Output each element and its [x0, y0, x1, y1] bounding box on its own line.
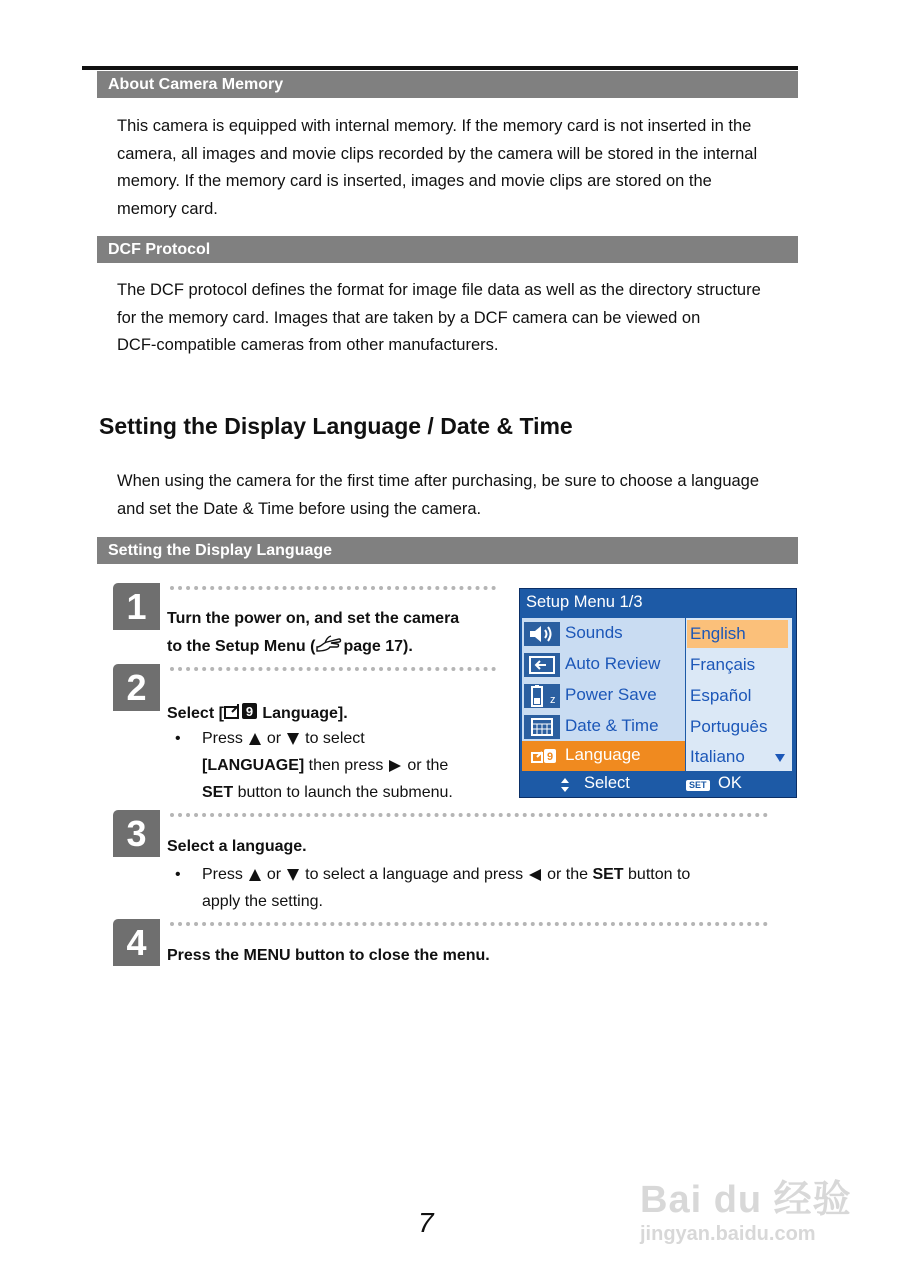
lcd-item-label: Auto Review: [565, 654, 661, 673]
lcd-item-label: Date & Time: [565, 716, 659, 735]
step-1-line2-post: page 17).: [343, 638, 413, 655]
baidu-watermark: [640, 1168, 852, 1246]
speaker-icon: [524, 622, 560, 646]
step-4-title: Press the MENU button to close the menu.: [167, 947, 490, 964]
lcd-item-auto-review: [522, 650, 685, 680]
lcd-item-label: Language: [565, 745, 641, 764]
step-number-3: 3: [113, 810, 160, 857]
memory-line: camera, all images and movie clips recorded by the camera will be stored in the internal: [117, 144, 758, 163]
down-arrow-icon: [287, 869, 299, 881]
step-divider: [170, 922, 768, 926]
main-heading: Setting the Display Language / Date & Time: [99, 413, 573, 439]
lcd-language-option: Italiano: [690, 747, 745, 766]
step-1-line2-pre: to the Setup Menu (: [167, 638, 316, 655]
left-arrow-icon: [529, 869, 541, 881]
lcd-set-badge: SET: [686, 780, 710, 791]
calendar-icon: [524, 715, 560, 739]
step-2-title-pre: Select [: [167, 705, 224, 722]
step-divider: [170, 586, 496, 590]
lcd-footer-select: Select: [584, 774, 630, 792]
lcd-language-option: Português: [690, 717, 768, 736]
dcf-line: for the memory card. Images that are taken by a DCF camera can be viewed on: [117, 308, 701, 327]
section-header-memory: About Camera Memory: [97, 71, 798, 98]
battery-icon: [524, 684, 560, 708]
lcd-language-list: [686, 618, 792, 771]
intro-line: When using the camera for the first time after purchasing, be sure to choose a language: [117, 472, 760, 490]
set-keyword: SET: [592, 866, 624, 883]
text: button to launch the submenu.: [237, 784, 453, 801]
lcd-item-sounds: [522, 619, 685, 649]
right-arrow-icon: [389, 760, 401, 772]
language-icon: [224, 702, 258, 720]
step-1-line2: [167, 633, 459, 661]
scroll-down-icon: [774, 753, 786, 763]
step-divider: [170, 667, 496, 671]
language-keyword: [LANGUAGE]: [202, 757, 305, 774]
setup-menu-screenshot: [519, 588, 797, 798]
up-arrow-icon: [249, 869, 261, 881]
step-3-line2: apply the setting.: [202, 893, 323, 910]
step-2-line2: [202, 752, 502, 779]
text: Press: [202, 730, 243, 747]
step-2-bullet: [175, 725, 502, 752]
language-icon: [524, 744, 560, 768]
text: to select a language and press: [305, 866, 524, 883]
lcd-item-language: [522, 741, 685, 771]
step-1-line1: Turn the power on, and set the camera: [167, 610, 460, 627]
intro-line: and set the Date & Time before using the camera.: [117, 499, 482, 518]
step-divider: [170, 813, 768, 817]
watermark-brand: Bai du 经验: [640, 1179, 852, 1221]
step-3-title: Select a language.: [167, 838, 307, 855]
text: button to: [628, 866, 691, 883]
pointing-hand-icon: [315, 633, 343, 653]
svg-text:9: 9: [546, 751, 554, 763]
step-3-bullet: [175, 861, 802, 888]
text: or: [266, 866, 282, 883]
up-down-icon: [560, 777, 570, 793]
text: or: [266, 730, 282, 747]
text: or the: [547, 866, 588, 883]
up-arrow-icon: [249, 733, 261, 745]
lcd-language-option: Español: [690, 686, 752, 705]
lcd-title: Setup Menu 1/3: [526, 593, 643, 611]
lcd-language-option: Français: [690, 655, 756, 674]
lcd-item-label: Power Save: [565, 685, 657, 704]
memory-line: memory. If the memory card is inserted, images and movie clips are stored on the: [117, 172, 712, 190]
step-2-title-post: Language].: [257, 705, 348, 722]
step-number-1: 1: [113, 583, 160, 630]
step-2-title: [167, 700, 348, 728]
memory-line: memory card.: [117, 199, 218, 218]
lcd-menu-list: [522, 618, 685, 771]
dcf-line: The DCF protocol defines the format for image file data as well as the directory structure: [117, 281, 761, 299]
dcf-line: DCF-compatible cameras from other manufacturers.: [117, 336, 499, 354]
section-header-language: Setting the Display Language: [97, 537, 798, 564]
set-keyword: SET: [202, 784, 234, 801]
page-number: 7: [418, 1207, 434, 1238]
text: then press: [308, 757, 384, 774]
bullet-dot: •: [175, 866, 181, 883]
section-header-dcf: DCF Protocol: [97, 236, 798, 263]
memory-line: This camera is equipped with internal memory. If the memory card is not inserted in the: [117, 117, 752, 135]
watermark-url: jingyan.baidu.com: [640, 1223, 816, 1245]
lcd-item-label: Sounds: [565, 623, 623, 642]
bullet-dot: •: [175, 730, 181, 747]
step-3-body: [175, 861, 802, 915]
intro-paragraph: [117, 468, 807, 523]
step-2-body: [175, 725, 502, 806]
lcd-footer-ok: OK: [718, 774, 742, 792]
dcf-paragraph: [117, 277, 807, 360]
text: Press: [202, 866, 243, 883]
memory-paragraph: [117, 113, 807, 223]
lcd-language-option: English: [687, 620, 788, 648]
top-rule: [82, 66, 798, 70]
lcd-item-date-time: [522, 712, 685, 742]
lcd-item-power-save: [522, 681, 685, 711]
step-1-text: [167, 605, 459, 661]
step-number-4: 4: [113, 919, 160, 966]
svg-text:z: z: [550, 694, 556, 706]
svg-text:9: 9: [245, 704, 254, 719]
lcd-footer: [520, 773, 796, 797]
down-arrow-icon: [287, 733, 299, 745]
text: or the: [407, 757, 449, 774]
step-2-line3: [202, 779, 502, 806]
text: to select: [305, 730, 365, 747]
step-number-2: 2: [113, 664, 160, 711]
review-icon: [524, 653, 560, 677]
